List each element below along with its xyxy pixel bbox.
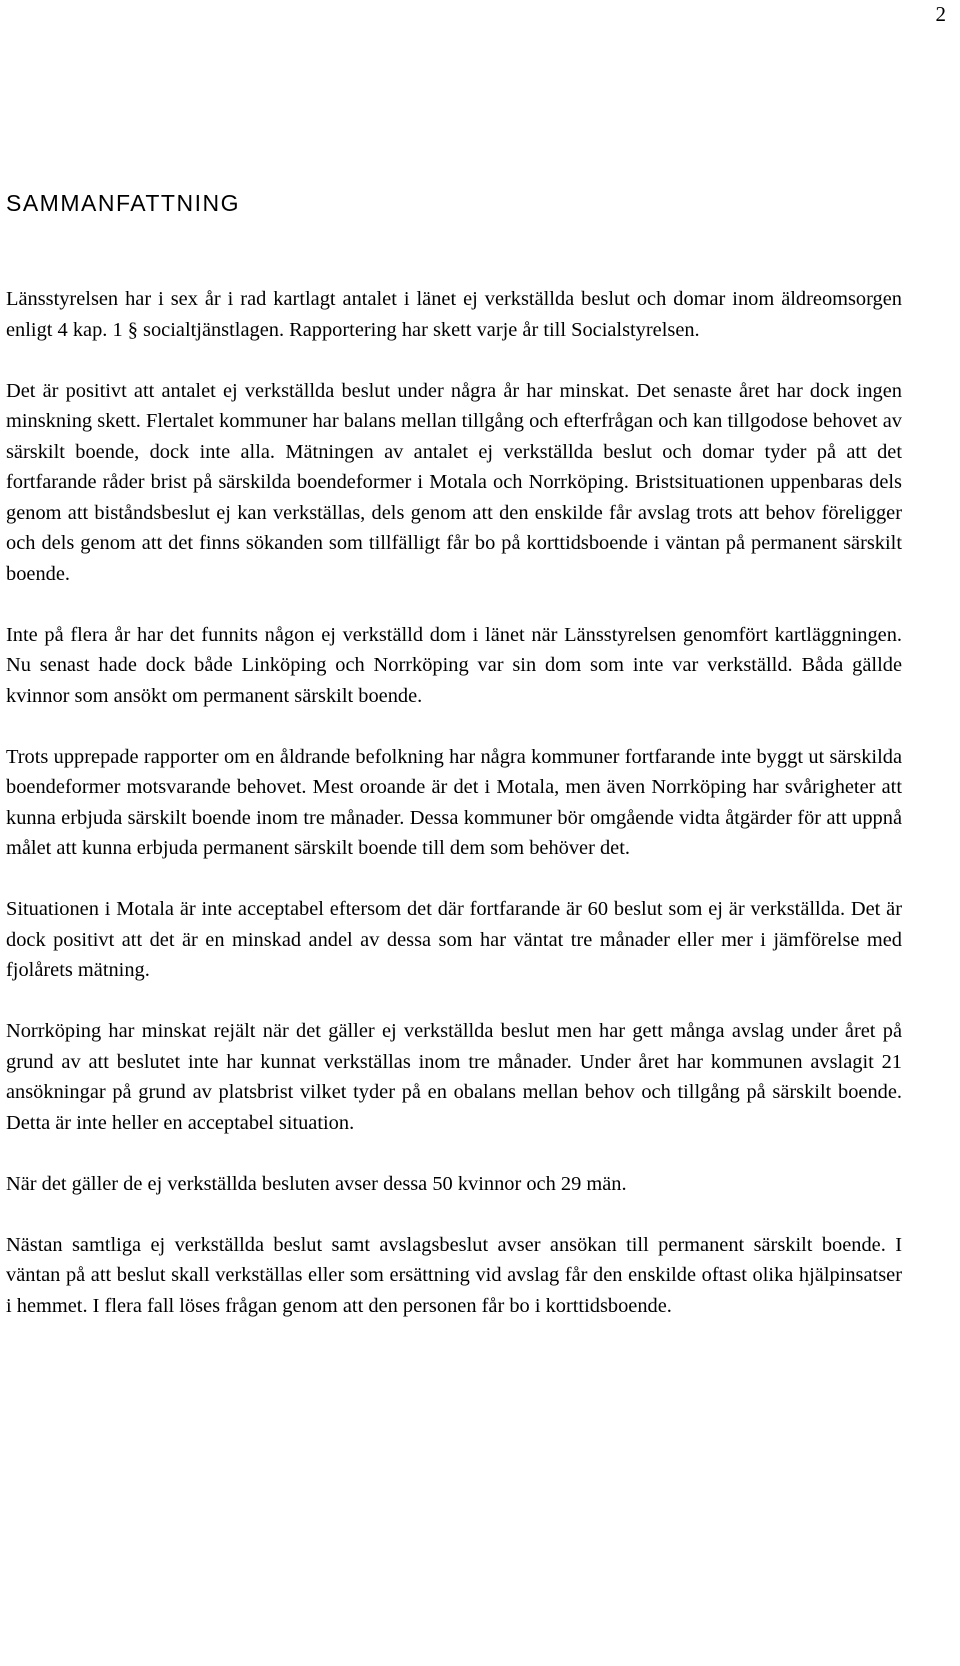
paragraph-7: När det gäller de ej verkställda besluten avser dessa 50 kvinnor och 29 män. <box>6 1172 627 1195</box>
paragraph-8: Nästan samtliga ej verkställda beslut samt avslagsbeslut avser ansökan till permanent särskilt boende. I väntan på att beslut skall verkställas eller som ersättning vid avslag får den enskilde oftast olika hjälpinsatser i hemmet. I flera fall löses frågan genom att den personen får bo i korttidsboende. <box>6 1233 902 1317</box>
paragraph-5: Situationen i Motala är inte acceptabel eftersom det där fortfarande är 60 beslut som ej är verkställda. Det är dock positivt att det är en minskad andel av dessa som har väntat tre månader eller mer i jämförelse med fjolårets mätning. <box>6 898 902 981</box>
page-number: 2 <box>935 2 946 26</box>
paragraph-1: Länsstyrelsen har i sex år i rad kartlagt antalet i länet ej verkställda beslut och domar inom äldreomsorgen enligt 4 kap. 1 § socialtjänstlagen. Rapportering har skett varje år till Socialstyrelsen. <box>6 288 902 341</box>
paragraph-6: Norrköping har minskat rejält när det gäller ej verkställda beslut men har gett många avslag under året på grund av att beslutet inte har kunnat verkställas inom tre månader. Under året har kommunen avslagit 21 ansökningar på grund av platsbrist vilket tyder på en obalans mellan behov och tillgång på särskilt boende. Detta är inte heller en acceptabel situation. <box>6 1020 902 1134</box>
paragraph-3: Inte på flera år har det funnits någon ej verkställd dom i länet när Länsstyrelsen genomfört kartläggningen. Nu senast hade dock både Linköping och Norrköping var sin dom som inte var verkställd. Båda gällde kvinnor som ansökt om permanent särskilt boende. <box>6 623 902 707</box>
paragraph-2: Det är positivt att antalet ej verkställda beslut under några år har minskat. Det senaste året har dock ingen minskning skett. Flertalet kommuner har balans mellan tillgång och efterfrågan och kan tillgodose behovet av särskilt boende, dock inte alla. Mätningen av antalet ej verkställda beslut och domar tyder på att det fortfarande råder brist på särskilda boendeformer i Motala och Norrköping. Bristsituationen uppenbaras dels genom att biståndsbeslut ej kan verkställas, dels genom att den enskilde får avslag trots att behov föreligger och dels genom att det finns sökanden som tillfälligt får bo på korttidsboende i väntan på permanent särskilt boende. <box>6 379 902 585</box>
paragraph-4: Trots upprepade rapporter om en åldrande befolkning har några kommuner fortfarande inte byggt ut särskilda boendeformer motsvarande behovet. Mest oroande är det i Motala, men även Norrköping har svårigheter att kunna erbjuda särskilt boende inom tre månader. Dessa kommuner bör omgående vidta åtgärder för att uppnå målet att kunna erbjuda permanent särskilt boende till dem som behöver det. <box>6 745 902 859</box>
section-heading: SAMMANFATTNING <box>6 190 240 216</box>
summary-body <box>6 284 902 1321</box>
